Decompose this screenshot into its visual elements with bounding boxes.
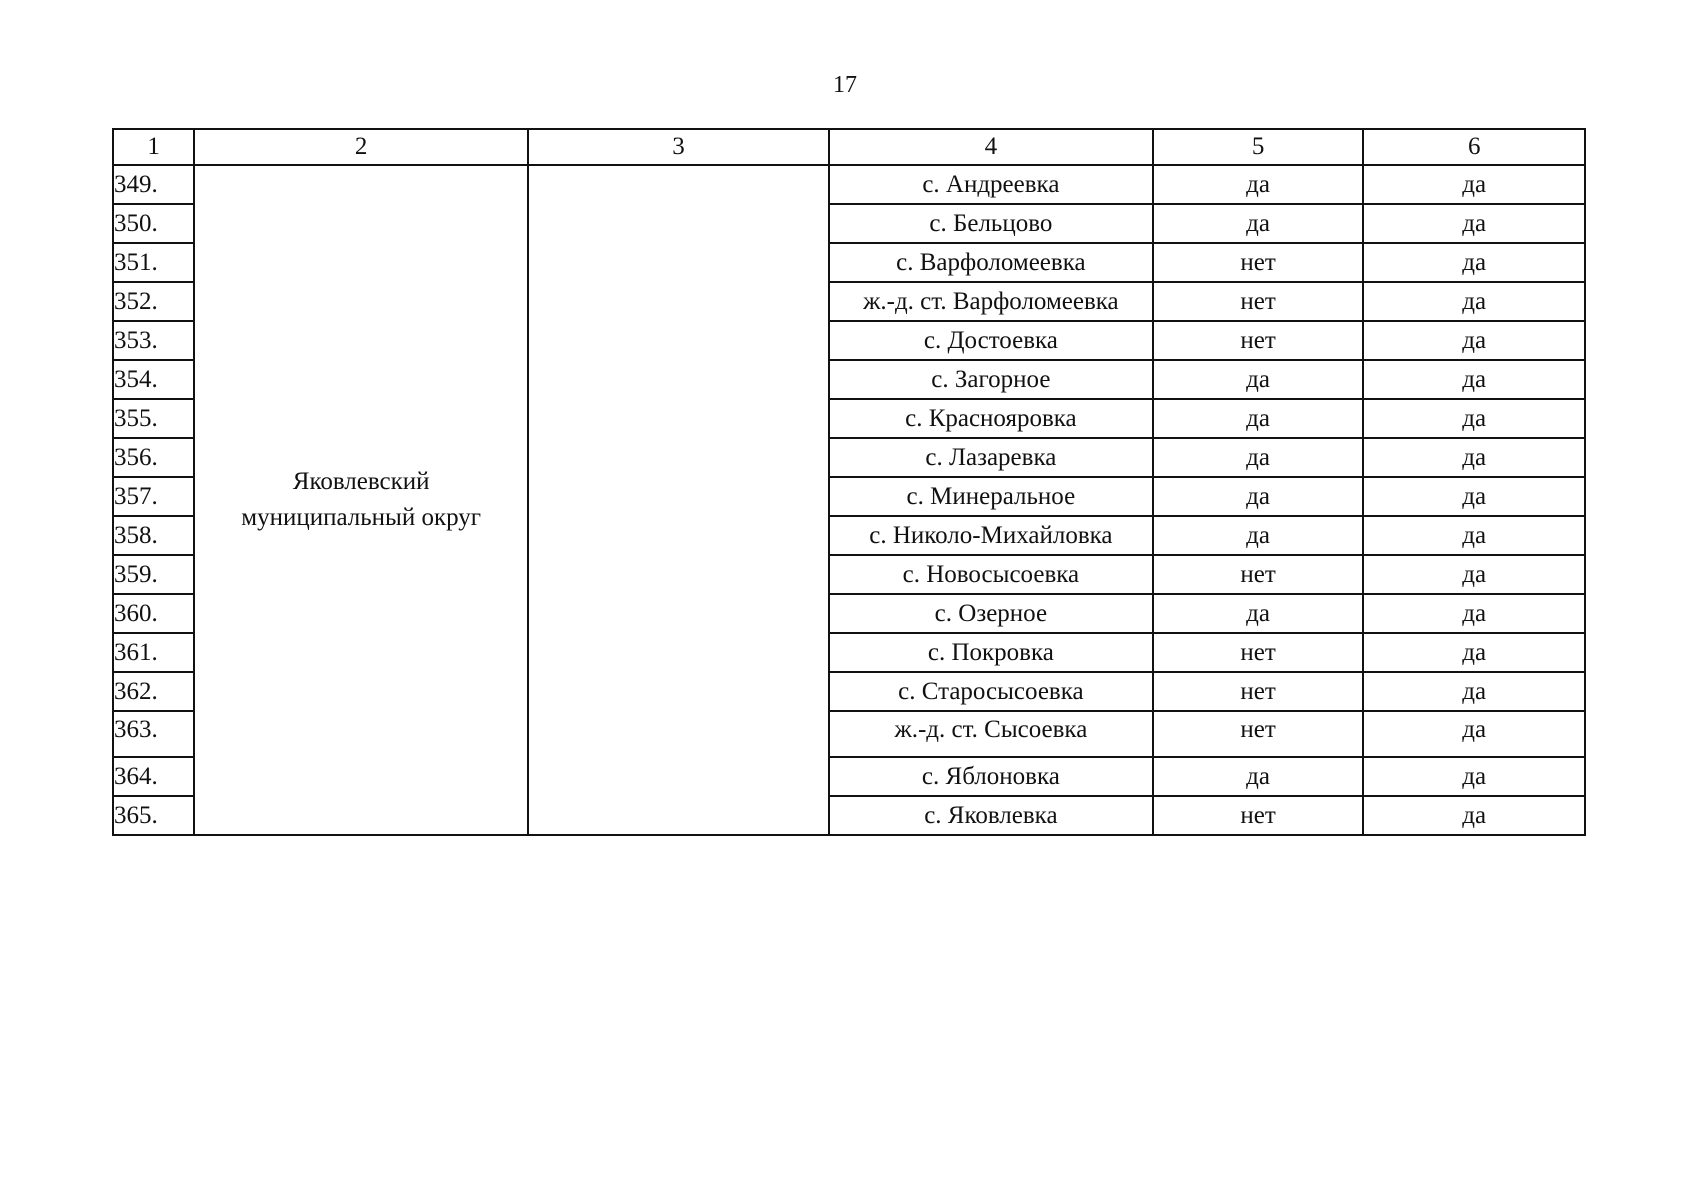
column-6-value: да [1363,757,1585,796]
column-5-value: нет [1153,555,1364,594]
column-5-value: да [1153,165,1364,204]
column-5-value: да [1153,438,1364,477]
column-5-value: да [1153,477,1364,516]
table-row [113,165,1585,204]
column-5-value: да [1153,757,1364,796]
header-col-1: 1 [113,129,194,165]
column-6-value: да [1363,796,1585,835]
settlement-name: с. Новосысоевка [829,555,1153,594]
column-6-value: да [1363,594,1585,633]
header-col-4: 4 [829,129,1153,165]
settlements-table [112,128,1586,836]
column-6-value: да [1363,321,1585,360]
settlement-name: с. Варфоломеевка [829,243,1153,282]
settlement-name: ж.-д. ст. Сысоевка [829,711,1153,757]
column-5-value: нет [1153,796,1364,835]
row-number: 356. [113,438,194,477]
column-6-value: да [1363,399,1585,438]
column-6-value: да [1363,633,1585,672]
row-number: 352. [113,282,194,321]
settlement-name: с. Андреевка [829,165,1153,204]
column-6-value: да [1363,243,1585,282]
column-5-value: нет [1153,672,1364,711]
row-number: 354. [113,360,194,399]
column-3-cell [528,165,829,835]
row-number: 361. [113,633,194,672]
row-number: 353. [113,321,194,360]
row-number: 350. [113,204,194,243]
column-6-value: да [1363,555,1585,594]
row-number: 349. [113,165,194,204]
row-number: 355. [113,399,194,438]
row-number: 365. [113,796,194,835]
header-col-2: 2 [194,129,528,165]
column-5-value: да [1153,594,1364,633]
settlement-name: с. Загорное [829,360,1153,399]
settlement-name: с. Минеральное [829,477,1153,516]
settlement-name: с. Достоевка [829,321,1153,360]
settlement-name: с. Яблоновка [829,757,1153,796]
column-5-value: нет [1153,243,1364,282]
settlement-name: с. Покровка [829,633,1153,672]
header-row [113,129,1585,165]
row-number: 363. [113,711,194,757]
settlement-name: с. Лазаревка [829,438,1153,477]
row-number: 357. [113,477,194,516]
column-5-value: нет [1153,633,1364,672]
row-number: 360. [113,594,194,633]
column-6-value: да [1363,711,1585,757]
column-6-value: да [1363,477,1585,516]
table-body [113,165,1585,835]
column-5-value: нет [1153,321,1364,360]
column-5-value: да [1153,360,1364,399]
settlement-name: с. Яковлевка [829,796,1153,835]
column-5-value: да [1153,204,1364,243]
column-6-value: да [1363,204,1585,243]
column-6-value: да [1363,438,1585,477]
settlement-name: с. Бельцово [829,204,1153,243]
row-number: 362. [113,672,194,711]
row-number: 359. [113,555,194,594]
column-5-value: да [1153,399,1364,438]
settlement-name: с. Краснояровка [829,399,1153,438]
page-number: 17 [833,72,857,98]
settlement-name: с. Озерное [829,594,1153,633]
row-number: 351. [113,243,194,282]
column-6-value: да [1363,672,1585,711]
settlement-name: ж.-д. ст. Варфоломеевка [829,282,1153,321]
settlement-name: с. Николо-Михайловка [829,516,1153,555]
column-5-value: да [1153,516,1364,555]
column-6-value: да [1363,516,1585,555]
header-col-3: 3 [528,129,829,165]
district-cell: Яковлевский муниципальный округ [194,165,528,835]
header-col-6: 6 [1363,129,1585,165]
header-col-5: 5 [1153,129,1364,165]
column-6-value: да [1363,360,1585,399]
column-6-value: да [1363,165,1585,204]
column-6-value: да [1363,282,1585,321]
column-5-value: нет [1153,711,1364,757]
settlement-name: с. Старосысоевка [829,672,1153,711]
row-number: 364. [113,757,194,796]
row-number: 358. [113,516,194,555]
column-5-value: нет [1153,282,1364,321]
